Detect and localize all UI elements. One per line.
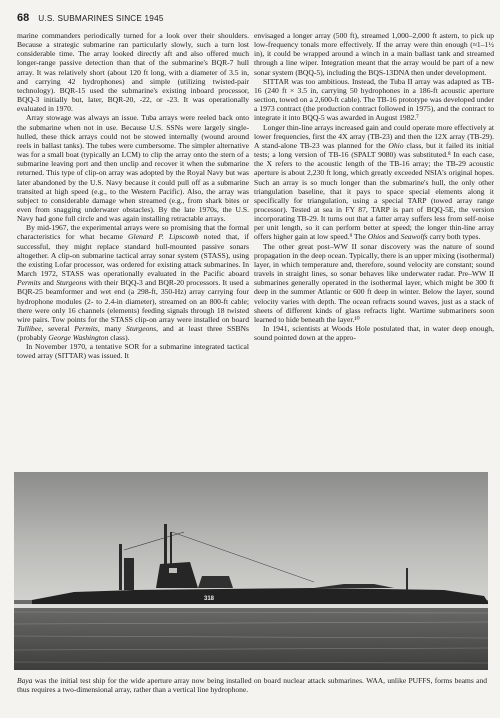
paragraph: Array stowage was always an issue. Tuba arrays were reeled back onto the submarine when not in use. Because U.S. SSNs were largely single-hulled, these thick arrays could not be stowed internally (wound around reels in ballast tanks). The tubes were cumbersome. The simpler alternative was for a small boat (typically an LCM) to clip the array onto the stern of a submarine leaving port and then unclip and recover it when the submarine returned. This type of clip-on array was adopted by the Royal Navy but was later abandoned by the U.S. Navy because it could pull off as a submarine transited at high speed (e.g., to the Western Pacific). Also, the array was subject to considerable damage when streamed (e.g., from shark bites or even from snagging underwater obstacles). By the late 1970s, the U.S. Navy had gone full circle and was again installing retractable arrays. (17, 113, 249, 224)
text-run: , and at least three SSBNs (probably (17, 324, 249, 343)
ship-name: George Washington (48, 333, 109, 343)
ship-name: Sturgeons (126, 324, 157, 333)
ship-name: Ohios (367, 232, 386, 242)
paragraph: The other great post–WW II sonar discovery was the nature of sound propagation in the deep ocean. Typically, there is an upper mixing (isothermal) layer, in which temperature and, therefore, sound velocity are constant; sound travels in straight lines, so sonar behaves like underwater radar. Pre–WW II submarines generally operated in the isothermal layer, which might be 300 ft deep in the summer Atlantic or 600 ft deep in winter. Below the layer, sound velocity varies with depth. The ocean refracts sound waves, just as a stack of sheets of different kinds of glass refracts light. Wartime submariners soon learned to hide beneath the layer.¹⁰ (254, 241, 494, 324)
text-run: with their BQQ-3 and BQR-20 processors. It used a BQR-25 beamformer and wet end (a 298-ft, 350-Hz) array carrying four hydrophone modules (2- to 2.4-in diameter), streamed on an 800-ft cable; there were only 16 channels (elements) feeding signals through 18 twisted wire pairs. Tow points for the STASS clip-on array were installed on board (17, 278, 249, 324)
text-run: noted that, if successful, they might replace standard hull-mounted passive sonars altogether. A clip-on submarine tactical array sonar system (STASS), using the existing Lofar processor, was ordered for existing attack submarines. In March 1972, STASS was operationally evaluated in the Pacific aboard (17, 232, 249, 279)
paragraph (17, 223, 249, 342)
text-run: and (385, 232, 401, 242)
text-run: and (40, 278, 57, 288)
paragraph: SITTAR was too ambitious. Instead, the Tuba II array was adapted as TB-16 (240 ft × 3.5 in, carrying 50 hydrophones in a 186-ft acoustic aperture section, towed on a 2,600-ft cable). The TB-16 prototype was developed under a 1973 contract (the production contract followed in 1975), and the contract to integrate it into BQQ-5 was awarded in August 1982.⁷ (254, 76, 494, 123)
photo-caption (17, 676, 487, 694)
page-header (17, 12, 164, 26)
submarine-photo (14, 472, 488, 670)
paragraph: envisaged a longer array (500 ft), streamed 1,000–2,000 ft astern, to pick up low-frequency tonals more effectively. If the array were thin enough (≈1–1½ in), it could be wrapped around a winch in a main ballast tank and streamed through a line wiper. Integration meant that the array would be part of a new sonar system (BQQ-5), including the BQS-13DNA then under development. (254, 31, 494, 77)
ship-name: Tullibee (17, 324, 42, 333)
right-column (254, 31, 494, 342)
ship-name: Ohio (388, 140, 404, 150)
ship-name: Baya (17, 676, 33, 685)
caption-text: was the initial test ship for the wide aperture array now being installed on board nuclear attack submarines. WAA, unlike PUFFS, forms beams and thus requires a two-dimensional array, rather than a vertical line hydrophone. (17, 676, 487, 694)
running-head: U.S. SUBMARINES SINCE 1945 (38, 14, 164, 23)
text-run: class). (108, 333, 130, 343)
left-column (17, 31, 249, 361)
ship-name: Permits (74, 324, 98, 333)
text-run: class, but it failed its initial tests; a long version of TB-16 (SPALT 9080) was substituted.⁸ In each case, the X refers to the acoustic length of the TB-16 array; the TB-29 acoustic aperture is about 2,230 ft long, which greatly exceeded NSIA's original hopes. Such an array is so much longer than the submarine's hull, the only other triangulation baseline, that it pays to space special elements along it specifically for triangulation, using a special TARP (towed array range processor). Tested at sea in FY 87, TARP is part of BQQ-5E, the version incorporating TB-29. It turns out that a fatter array suffers less from self-noise per unit length, so it can perform better at speed; the longer thin-line array offers higher gain at low speed.⁹ The (254, 140, 495, 242)
text-run: , several (41, 324, 75, 333)
paragraph: In 1941, scientists at Woods Hole postulated that, in water deep enough, sound pointed down at the appro- (254, 324, 494, 343)
page-number: 68 (17, 12, 30, 24)
paragraph: marine commanders periodically turned for a look over their shoulders. Because a strategic submarine ran particularly slowly, such a turn lost considerable time. The array looked directly aft and also offered much longer-range passive detection than that of the submarine's BQR-7 hull array. It was relatively short (about 120 ft long, with a diameter of 3.5 in, and carrying 42 hydrophones) and simple (utilizing twisted-pair technology). BQR-15 used the submarine's existing inboard processor, BQQ-3 initially but, later, BQR-20, -22, or -23. It was operationally evaluated in 1970. (17, 31, 249, 114)
text-run: By mid-1967, the experimental arrays were so promising that the formal characteristics for what became (17, 223, 249, 242)
paragraph: In November 1970, a tentative SOR for a submarine integrated tactical towed array (SITTAR) was issued. It (17, 342, 249, 361)
ship-name: Sturgeons (56, 278, 87, 288)
text-run: , many (97, 324, 127, 333)
text-run: carry both types. (427, 232, 481, 242)
text-run: Longer thin-line arrays increased gain and could operate more effectively at lower frequencies, first the 4X array (TB-23) and then the 12X array (TB-29). A stand-alone TB-23 was planned for the (254, 122, 494, 150)
ship-name: Permits (17, 278, 41, 288)
ship-name: Glenard P. Lipscomb (128, 232, 199, 242)
photo-illustration (14, 472, 488, 670)
hull-number: 318 (204, 596, 215, 602)
paragraph (254, 123, 494, 242)
ship-name: Seawolfs (400, 232, 428, 242)
